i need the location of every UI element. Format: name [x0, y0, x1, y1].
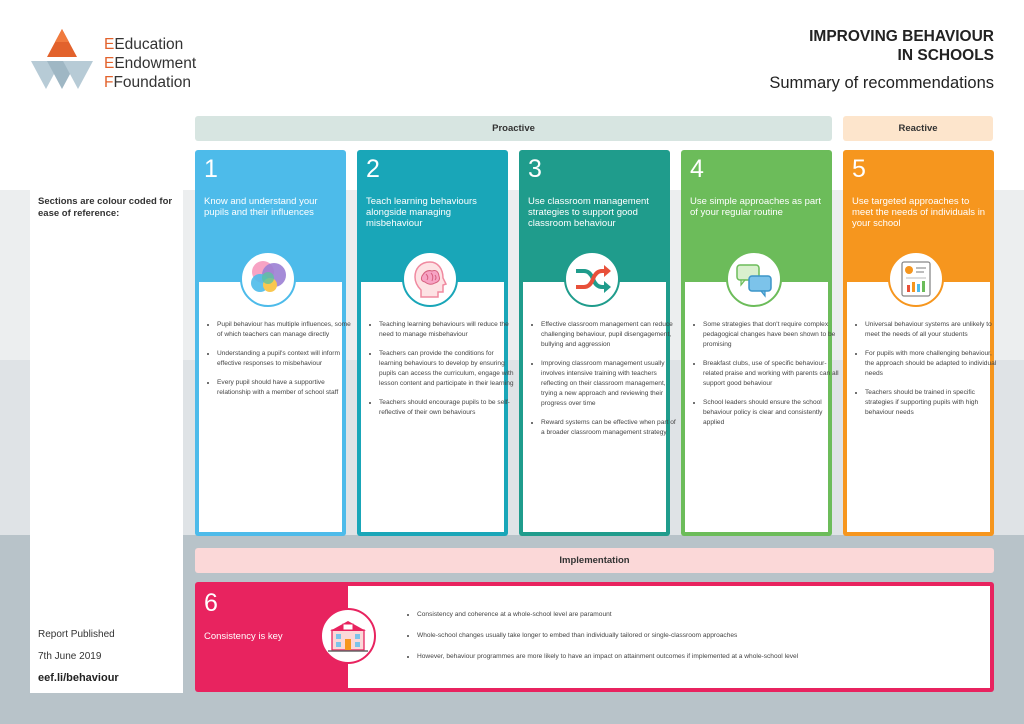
point: • School leaders should ensure the school behaviour policy is clear and consistently applied: [703, 398, 839, 428]
point: • For pupils with more challenging behaviour, the approach should be adapted to individual needs: [865, 349, 1001, 379]
point: • Effective classroom management can reduce challenging behaviour, pupil disengagement, bullying and aggression: [541, 320, 677, 350]
recommendation-points: [851, 320, 1001, 427]
title-line-1: IMPROVING BEHAVIOUR: [809, 28, 994, 45]
recommendation-card-2: [357, 150, 514, 536]
recommendation-points: [403, 610, 997, 673]
recommendation-points: [365, 320, 515, 427]
recommendation-points: [203, 320, 353, 407]
recommendation-number: 5: [852, 155, 866, 183]
logo-wordmark: [104, 35, 196, 92]
brain-head-icon: [402, 251, 458, 307]
shuffle-arrows-icon: [564, 251, 620, 307]
recommendation-number: 4: [690, 155, 704, 183]
point: • Every pupil should have a supportive relationship with a member of school staff: [217, 378, 353, 398]
recommendation-number: 3: [528, 155, 542, 183]
logo-line-1: EEducation: [104, 36, 184, 53]
report-published-label: Report Published: [38, 629, 115, 640]
logo-line-2: EEndowment: [104, 55, 197, 72]
colour-code-note: Sections are colour coded for ease of reference:: [38, 196, 173, 219]
point: • Some strategies that don't require complex pedagogical changes have been shown to be promising: [703, 320, 839, 350]
report-link[interactable]: eef.li/behaviour: [38, 672, 119, 684]
point: • Reward systems can be effective when part of a broader classroom management strategy: [541, 418, 677, 438]
point: • Pupil behaviour has multiple influences, some of which teachers can manage directly: [217, 320, 353, 340]
point: • Teachers should encourage pupils to be self-reflective of their own behaviours: [379, 398, 515, 418]
recommendation-title: Use targeted approaches to meet the needs of individuals in your school: [852, 196, 986, 229]
recommendation-title: Teach learning behaviours alongside managing misbehaviour: [366, 196, 477, 229]
eef-logo: [30, 27, 210, 91]
implementation-header-bar: Implementation: [195, 548, 994, 573]
logo-word-3: Foundation: [113, 74, 192, 91]
recommendation-number: 1: [204, 155, 218, 183]
recommendation-card-4: [681, 150, 839, 536]
document-title: [694, 27, 994, 65]
recommendation-number: 2: [366, 155, 380, 183]
point: • Breakfast clubs, use of specific behaviour-related praise and working with parents can all support good behaviour: [703, 359, 839, 389]
reactive-header-bar: Reactive: [843, 116, 993, 141]
point: • Teaching learning behaviours will reduce the need to manage misbehaviour: [379, 320, 515, 340]
point: • Teachers can provide the conditions for learning behaviours to develop by ensuring pupils can access the curriculum, engage with lesson content and participate in their learning: [379, 349, 515, 389]
recommendation-title: Use classroom management strategies to support good classroom behaviour: [528, 196, 649, 229]
document-subtitle: Summary of recommendations: [769, 74, 994, 92]
recommendation-card-1: [195, 150, 351, 536]
recommendation-title: Consistency is key: [204, 631, 283, 642]
recommendation-card-3: [519, 150, 676, 536]
proactive-header-bar: Proactive: [195, 116, 832, 141]
point: • Understanding a pupil's context will inform effective responses to misbehaviour: [217, 349, 353, 369]
left-sidebar-panel: [30, 115, 183, 693]
report-chart-icon: [888, 251, 944, 307]
point: • Consistency and coherence at a whole-school level are paramount: [417, 610, 997, 620]
recommendation-card-5: [843, 150, 997, 536]
logo-word-2: Endowment: [114, 55, 197, 72]
recommendation-number: 6: [204, 589, 218, 617]
recommendation-card-6: [195, 582, 994, 692]
speech-bubbles-icon: [726, 251, 782, 307]
point: • Improving classroom management usually involves intensive training with teachers reflecting on their classroom management, trying a new approach and reviewing their progress over time: [541, 359, 677, 409]
point: • Whole-school changes usually take longer to embed than individually tailored or single-classroom approaches: [417, 631, 997, 641]
title-line-2: IN SCHOOLS: [897, 47, 994, 64]
publish-date: 7th June 2019: [38, 651, 102, 662]
recommendation-points: [689, 320, 839, 437]
recommendation-title: Use simple approaches as part of your regular routine: [690, 196, 821, 218]
logo-word-1: Education: [114, 36, 184, 53]
point: • However, behaviour programmes are more likely to have an impact on attainment outcomes if implemented at a whole-school level: [417, 652, 997, 662]
eef-triangle-logo-icon: [30, 27, 94, 91]
brain-influences-icon: [240, 251, 296, 307]
point: • Teachers should be trained in specific strategies if supporting pupils with high behaviour needs: [865, 388, 1001, 418]
point: • Universal behaviour systems are unlikely to meet the needs of all your students: [865, 320, 1001, 340]
logo-line-3: FFoundation: [104, 74, 192, 91]
recommendation-title: Know and understand your pupils and their influences: [204, 196, 318, 218]
school-building-icon: [320, 608, 376, 664]
recommendation-points: [527, 320, 677, 447]
